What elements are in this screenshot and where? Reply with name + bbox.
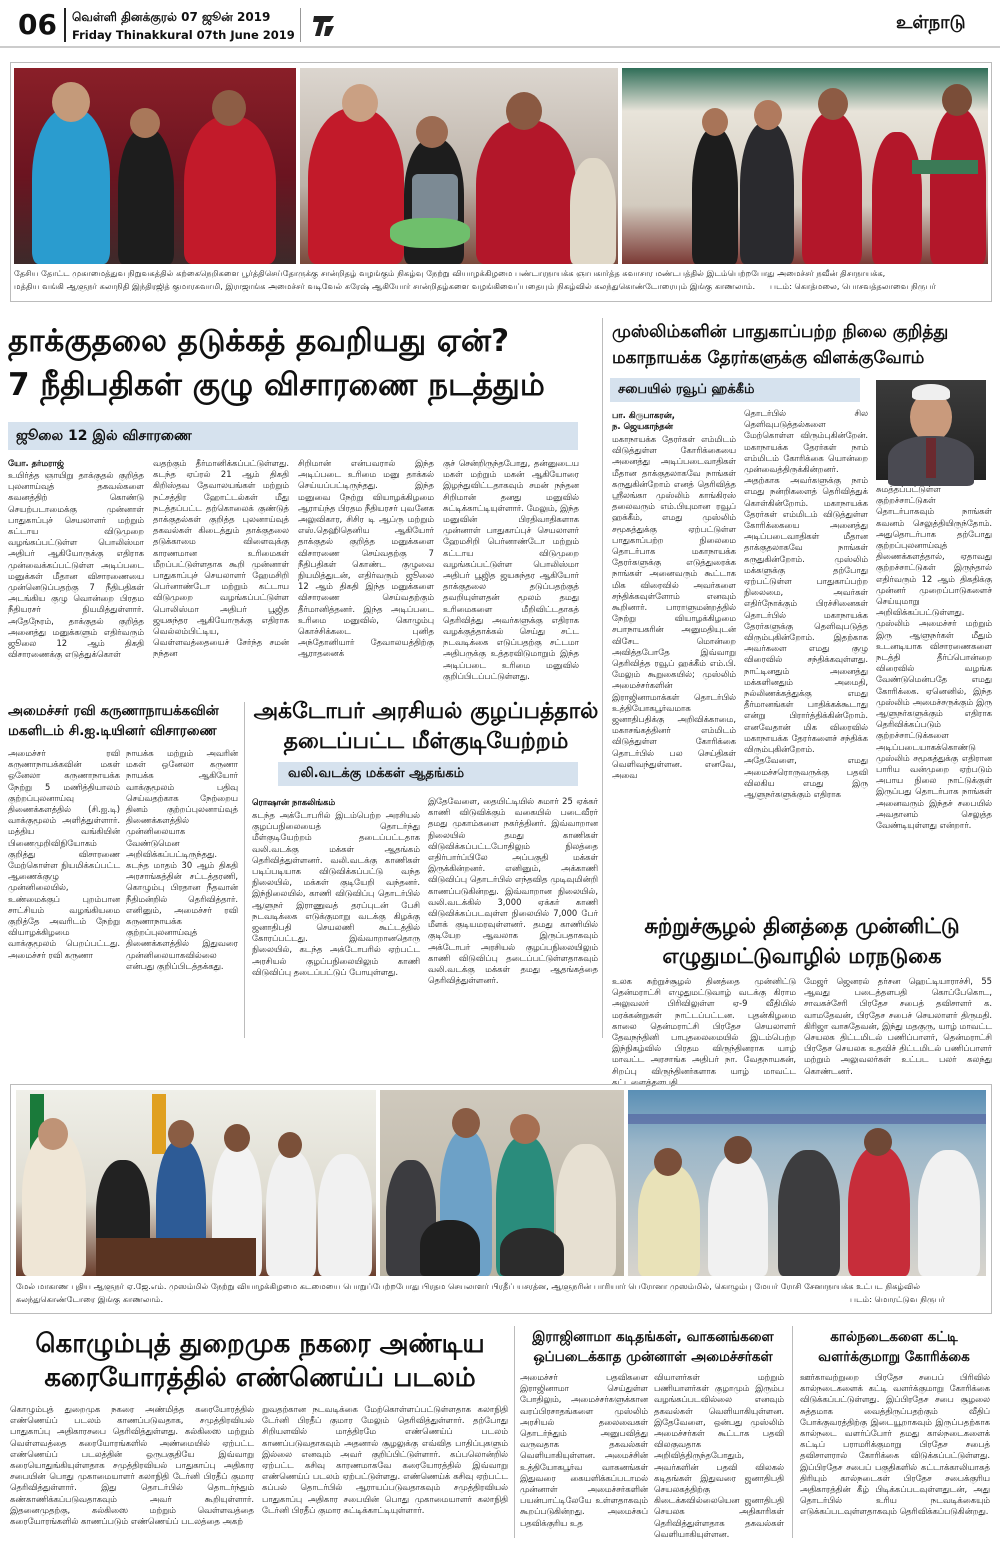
resettlement-subheading: வலி.வடக்கு மக்கள் ஆதங்கம் (288, 766, 465, 781)
masthead-logo (310, 10, 340, 40)
bottom-photo-2 (380, 1090, 624, 1276)
lead-byline: யோ. தர்மராஜ் (8, 458, 64, 468)
lead-headline-line1: தாக்குதலை தடுக்கத் தவறியது ஏன்? (8, 323, 510, 359)
page-header (0, 0, 1000, 50)
bottom-photo-1 (16, 1090, 376, 1276)
ministers-column-2: வியாளர்கள் மற்றும் பணியாளர்கள் குழாமும் இரும்ப வழங்கப்படவில்லை எனவும் தகவல்கள் வெளியாகியுள்ளன. இதேவேளை, ஒன்பது முஸ்லிம் அமைச்சர்கள் கூட்டாக பதவி விலகுவதாக அறிவித்திருந்தபோதும், அவர்களின் பதவி விலகல் கடிதங்கள் இதுவரை ஜனாதிபதி செயலகத்திற்கு கிடைக்கவில்லையென ஜனாதிபதி செயலக அதிகாரிகள் தெரிவித்துள்ளதாக தகவல்கள் வெளியாகியுள்ளன. (654, 1372, 784, 1539)
muslim-byline-1: பா. கிருபாகரன், (612, 410, 675, 420)
muslim-column-2: தொடர்பில் சில தெளிவுபடுத்தல்களை மேற்கொள்ள விரும்புகின்றேன். மகாநாயக்க தேரர்கள் நாம் எம்மிடம் கோரிக்கை யொன்றை முன்வைத்திருக்கின்றனர். அதற்காக அவர்களுக்கு நாம் எமது நன்றிகளைத் தெரிவித்துக் கொள்கின்றோம். மகாநாயக்க தேரர்கள் எம்மிடம் விடுத்துள்ள கோரிக்கையை அனைத்து அடிப்படைவாதிகள் மீதான தாக்குதலாகவே நாங்கள் கருதுகின்றோம். முஸ்லிம் மக்களுக்கு தற்போது ஏற்பட்டுள்ள பாதுகாப்பற்ற நிலைமை, அவர்கள் எதிர்நோக்கும் பிரச்சினைகள் தொடர்பில் மகாநாயக்க தேரர்களுக்கு தெளிவுபடுத்த விரும்புகின்றோம். இதற்காக அவர்களை எமது குழு விரைவில் சந்திக்கவுள்ளது. நாட்டினதும் அனைத்து மக்களினதும் அமைதி, நல்லிணக்கத்துக்கு எமது தீர்மானங்கள் பாதிக்கக்கூடாது என்று பிரார்த்திக்கின்றோம். எனவேதான் மிக விரைவில் மகாநாயக்க தேரர்களைச் சந்திக்க விரும்புகின்றோம். அதேவேளை, எமது அமைச்சரொருவருக்கு பதவி விலகிய எமது இரு ஆளுநர்களுக்கும் எதிராக (744, 408, 868, 799)
environment-headline-line1: சுற்றுச்சூழல் தினத்தை முன்னிட்டு (644, 914, 960, 938)
resettlement-column-1: கடந்த அக்டோபரில் இடம்பெற்ற அரசியல் குழப்பநிலையைத் தொடர்ந்து மீள்குடியேற்றம் தடைப்பட்டதாக வலி.வடக்கு மக்கள் ஆதங்கம் தெரிவித்துள்ளனர். வலி.வடக்கு காணிகள் படிப்படியாக விடுவிக்கப்பட்டு வந்த நிலையில், மக்கள் குடியேறி வந்தனர். இந்நிலையில், காணி விடுவிப்பு தொடர்பில் ஆளுநர் இராணுவத் தரப்புடன் பேசி நடவடிக்கை எடுக்குமாறு வடக்கு கிழக்கு ஜனாதிபதி செயலணி கூட்டத்தில் கோரப்பட்டது. இவ்வாறானதொரு நிலையில், கடந்த அக்டோபரில் ஏற்பட்ட அரசியல் குழப்பநிலையிலும் காணி விடுவிப்பு தடைப்பட்டுப் போயுள்ளது. (252, 810, 420, 977)
muslim-byline-2: ந. ஜெயகாந்தன் (612, 421, 673, 431)
resettlement-headline-line1: அக்டோபர் அரசியல் குழப்பத்தால் (253, 699, 599, 724)
resettlement-headline-line2: தடைப்பட்ட மீள்குடியேற்றம் (283, 729, 569, 754)
oil-column-1: கொழும்புத் துறைமுக நகரை அண்மித்த கரையோரத்தில் எண்ணெய்ப் படலம் காணப்படுவதாக, சமுத்திரவியல் பாதுகாப்பு அதிகாரசபை தெரிவித்துள்ளது. கல்கிஸை மற்றும் வெள்ளவத்தை கரையோரங்களில் அண்மையில் ஏற்பட்ட எண்ணெய்ப் படலத்தின் ஒருபகுதியே இவ்வாறு கரையொதுங்கியுள்ளதாக சமுத்திரவியல் பாதுகாப்பு அதிகார சபையின் பொது முகாமையாளர் கலாநிதி டேர்னி பிரதீப் குமார தெரிவித்துள்ளார். இது தொடர்பில் தொடர்ந்தும் கண்காணிக்கப்படுவதாகவும் அவர் கூறியுள்ளார். இதனைமுதற்கு, கல்கிஸை மற்றும் வெள்ளவத்தை கரையோரங்களில் காணப்படும் எண்ணெய்ப் படலத்தை அகற் (10, 1404, 254, 1527)
resettlement-column-2: இதேவேளை, தையிட்டியில் சுமார் 25 ஏக்கர் காணி விடுவிக்கும் வகையில் படைவீரர் தமது முகாம்களை நகர்த்தினர். இவ்வாறான நிலையில் தமது காணிகள் விடுவிக்கப்பட்டபோதிலும் நிலத்தை எதிர்பார்ப்பிலே அப்பகுதி மக்கள் இருக்கின்றனர். எனினும், அக்காணி விடுவிப்பு தொடர்பில் எந்தவித முடிவுமின்றி காணப்படுகின்றது. இவ்வாறான நிலையில், வலி.வடக்கில் 3,000 ஏக்கர் காணி விடுவிக்கப்படவுள்ள நிலையில் 7,000 பேர் மீளக் குடியமரவுள்ளனர். தமது காணியில் குடியேற ஆவலாக இருப்பதாகவும் அக்டோபர் அரசியல் குழப்பநிலையிலும் காணி விடுவிப்பு தடைப்பட்டுள்ளதாகவும் வலி.வடக்கு மக்கள் தமது ஆதங்கத்தை தெரிவித்துள்ளனர். (428, 796, 598, 986)
ministers-headline-line2: ஒப்படைக்காத முன்னாள் அமைச்சர்கள் (533, 1349, 773, 1365)
cattle-headline-line1: கால்நடைகளை கட்டி (830, 1329, 958, 1345)
top-photo-3 (622, 68, 988, 264)
right-column-divider (602, 318, 603, 1038)
oil-headline-line2: கரையோரத்தில் எண்ணெய்ப் படலம் (44, 1363, 476, 1393)
muslim-column-1: மகாநாயக்க தேரர்கள் எம்மிடம் விடுத்துள்ள கோரிக்கையை அனைத்து அடிப்படைவாதிகள் மீதான தாக்குதலாகவே நாங்கள் கருதுகின்றோம் எனத் தெரிவித்த ஸ்ரீலங்கா முஸ்லிம் காங்கிரஸ் தலைவரும் எம்.பியுமான ரவூப் ஹக்கீம், எமது முஸ்லிம் சமூகத்துக்கு ஏற்பட்டுள்ள பாதுகாப்பற்ற நிலைமை தொடர்பாக மகாநாயக்க தேரர்களுக்கு எடுத்துரைக்க நாங்கள் அனைவரும் கூட்டாக மிக விரைவில் அவர்களை சந்திக்கவுள்ளோம் எனவும் கூறினார். பாராளுமன்றத்தில் நேற்று வியாழக்கிழமை சபாநாயகரின் அனுமதியுடன் விசேட மொன்றை அவித்தபோதே இவ்வாறு தெரிவித்த ரவூப் ஹக்கீம் எம்.பி. மேலும் கூறுகையில்; முஸ்லிம் அமைச்சர்களின் இராஜினாமாக்கள் தொடர்பில் உத்தியோகபூர்வமாக ஜனாதிபதிக்கு அறிவிக்காமை, மகாசங்கத்தினர் எம்மிடம் விடுத்துள்ள கோரிக்கை தொடர்பில் பல செய்திகள் வெளிவந்துள்ளன. எனவே, அவை (612, 434, 736, 781)
header-date-english: Friday Thinakkural 07th June 2019 (72, 28, 295, 42)
lead-subheading: ஜூலை 12 இல் விசாரணை (16, 428, 192, 444)
lead-subheading-bar (8, 422, 578, 450)
page-number: 06 (18, 8, 57, 41)
resettlement-subheading-bar (278, 762, 578, 786)
ministers-divider-left (514, 1326, 515, 1538)
top-photo-1 (14, 68, 296, 264)
oil-column-2: றுவதற்கான நடவடிக்கை மேற்கொள்ளப்பட்டுள்ளதாக கலாநிதி டேர்னி பிரதீப் குமார மேலும் தெரிவித்துள்ளார். தற்போது சிறியளவில் மாத்திரமே எண்ணெய்ப் படலம் காணப்படுவதாகவும் அதனால் சூழலுக்கு எவ்வித பாதிப்புகளும் இல்லை எனவும் அவர் குறிப்பிட்டுள்ளார். கப்பலொன்றில் ஏற்பட்ட கசிவு காரணமாகவே கரையோரத்தில் இவ்வாறு எண்ணெய்ப் படலம் ஏற்பட்டுள்ளது. எண்ணெய்க் கசிவு ஏற்பட்ட கப்பல் தொடர்பில் ஆராயப்படுவதாகவும் சமுத்திரவியல் பாதுகாப்பு அதிகார சபையின் பொது முகாமையாளர் கலாநிதி டேர்னி பிரதீப் குமார சுட்டிக்காட்டியுள்ளார். (262, 1404, 508, 1515)
muslim-subheading-bar (610, 378, 860, 402)
cattle-body: ஊர்காவற்றுறை பிரதேச சபைப் பிரிவில் கால்நடைகளைக் கட்டி வளர்க்குமாறு கோரிக்கை விடுக்கப்பட்டுள்ளது. இப்பிரதேச சபை சூழலை சுத்தமாக வைத்திருப்பதற்கும் வீதிப் போக்குவரத்திற்கு இடையூறாகவும் இருப்பதற்காக கால்நடை வளர்ப்போர் தமது கால்நடைகளைக் கட்டிப் பராமரிக்குமாறு பிரதேச சபைத் தவிசாளரால் கோரிக்கை விடுக்கப்பட்டுள்ளது. இப்பிரதேச சபைப் பகுதிகளில் கட்டாக்காலியாகத் திரியும் கால்நடைகள் பிரதேச சபைக்குரிய அதிகாரத்தின் கீழ் பிடிக்கப்படவுள்ளதுடன், அது தொடர்பில் உரிய நடவடிக்கையும் எடுக்கப்படவுள்ளதாகவும் தெரிவிக்கப்படுகின்றது. (800, 1372, 990, 1517)
ravi-headline-line1: அமைச்சர் ரவி கருணாநாயக்கவின் (8, 703, 219, 719)
lead-column-2: வதற்கும் தீர்மானிக்கப்பட்டுள்ளது. கடந்த ஏப்ரல் 21 ஆம் திகதி கிறிஸ்தவ தேவாலயங்கள் மற்றும் நட்சத்திர ஹோட்டல்கள் மீது நடத்தப்பட்ட தற்கொலைக் குண்டுத் தாக்குதல்கள் குறித்த புலனாய்வுத் தகவல்கள் கிடைத்தும் தாக்குதலை தடுக்காமை விளைவுக்கு காரணமான உரிமைகள் மீறப்பட்டுள்ளதாக கூறி முன்னாள் பாதுகாப்புச் செயலாளர் ஹேமசிறி பெர்னாண்டோ மற்றும் கட்டாய விடுமுறை வழங்கப்பட்டுள்ள பொலிஸ்மா அதிபர் பூஜித ஜயசுந்தர ஆகியோருக்கு எதிராக வெல்லம்பிட்டிய, வெள்ளவத்தையைச் சேர்ந்த சமன் நந்தன (153, 458, 289, 659)
bottom-photo-caption-line2: கலந்துகொண்டோரை இங்கு காணலாம். (16, 1294, 164, 1304)
ministers-headline-line1: இராஜினாமா கடிதங்கள், வாகனங்களை (532, 1329, 774, 1345)
muslim-column-3: சுமத்தப்பட்டுள்ள குற்றச்சாட்டுகள் தொடர்பாகவும் நாங்கள் கவனம் செலுத்தியிருந்தோம். அதுதொடர்பாக தற்போது குற்றப்புலனாய்வுத் திணைக்களத்தால், ஏதாவது குற்றச்சாட்டுகள் இருந்தால் எதிர்வரும் 12 ஆம் திகதிக்கு முன்னர் முறைப்பாடுகளைச் செய்யுமாறு அறிவிக்கப்பட்டுள்ளது. முஸ்லிம் அமைச்சர் மற்றும் இரு ஆளுநர்கள் மீதும் உடனடியாக விசாரணைகளை நடத்தி தீர்ப்பொன்றை விரைவில் வழங்க வேண்டுமென்பதே எமது கோரிக்கை. ஏனெனில், இந்த முஸ்லிம் அமைச்சருக்கும் இரு ஆளுநர்களுக்கும் எதிராக தெரிவிக்கப்படும் குற்றச்சாட்டுக்களை அடிப்படையாகக்கொண்டு முஸ்லிம் சமூகத்துக்கு எதிரான பாரிய வன்முறை ஏற்படும் அபாய நிலை நாட்டுக்குள் இருப்பது தொடர்பாக நாங்கள் அனைவரும் இந்தச் சபையில் அவதானம் செலுத்த வேண்டியுள்ளது என்றார். (876, 484, 992, 831)
bottom-photo-credit: படம்: மொரட்டுவ நிருபர் (850, 1294, 946, 1304)
muslim-headline-line2: மகாநாயக்க தேரர்களுக்கு விளக்குவோம் (612, 348, 925, 368)
header-underline (0, 46, 1000, 48)
top-photo-caption-line2: மத்திய வங்கி ஆளுநர் கலாநிதி இந்திரஜித் குமாரசுவாமி, இராஜாங்க அமைச்சர் வடிவேல் சுரேஷ் ஆகியோர் சான்றிதழ்களை வழங்கிவைப்பதையும் நிகழ்வில் கலந்துகொண்டோரையும் இங்கு காணலாம். (14, 281, 756, 291)
ravi-headline-line2: மகளிடம் சி.ஐ.டியினர் விசாரணை (8, 723, 217, 739)
environment-headline-line2: எழுதுமட்டுவாழில் மரநடுகை (662, 944, 942, 968)
muslim-headline-line1: முஸ்லிம்களின் பாதுகாப்பற்ற நிலை குறித்து (612, 322, 949, 342)
environment-column-1: உலக சுற்றுச்சூழல் தினத்தை முன்னிட்டு தென்மராட்சி எழுதுமட்டுவாழ் வடக்கு கிராம அலுவலர் பிரிவிலுள்ள ஏ-9 வீதியில் மரக்கன்றுகள் நாட்டப்பட்டன. புதன்கிழமை காலை தென்மராட்சி பிரதேச செயலாளர் தேவநந்தினி பாபுதலைமையில் இடம்பெற்ற இந்நிகழ்வில் பிரதம விருந்தினராக யாழ் மாவட்ட அரசாங்க அதிபர் நா. வேதநாயகன், சிறப்பு விருந்தினர்களாக யாழ் மாவட்ட கட்டளைத்தளபதி (612, 976, 796, 1087)
ravi-column-1: அமைச்சர் ரவி கருணாநாயக்கவின் மகள் ஒனேலா கருணாநாயக்க நேற்று 5 மணித்தியாலம் குற்றப்புலனாய்வு திணைக்களத்தில் (சி.ஐ.டி) வாக்குமூலம் அளித்துள்ளார். மத்திய வங்கியின் பிணைமுறிவிநியோகம் குறித்து விசாரணை மேற்கொள்ள நியமிக்கப்பட்ட ஆணைக்குழு முன்னிலையில், உண்மைக்குப் புறம்பான சாட்சியம் வழங்கியமை குறித்தே அவரிடம் நேற்று வியாழக்கிழமை வாக்குமூலம் பெறப்பட்டது. அமைச்சர் ரவி கருணா (8, 748, 120, 960)
header-divider-left (300, 8, 301, 42)
lead-column-3: சிறிமான் என்பவரால் இந்த அடிப்படை உரிமை மனு தாக்கல் செய்யப்பட்டிருந்தது. இந்த மனுவை நேற்று வியாழக்கிழமை ஆராய்ந்த பிரதம நீதியரசர் புவனேக அலுவிகார, சிசிர டி ஆப்ரு மற்றும் எஸ்.தெஹிதெனிய ஆகியோர் தாக்குதல் குறித்த மனுக்களை விசாரணை செய்வதற்கு 7 நீதிபதிகள் கொண்ட குழுவை நியமித்துடன், எதிர்வரும் ஜூலை 12 ஆம் திகதி இந்த மனுக்களை விசாரணை செய்வதற்கும் தீர்மானித்தனர். இந்த அடிப்படை உரிமை மனுவில், கொழும்பு கொச்சிக்கடை புனித அந்தோனியார் தேவாலயத்திற்கு ஆராதனைக் (298, 458, 434, 659)
ravi-divider (244, 702, 245, 1038)
ministers-column-1: அமைச்சர் பதவிகளை இராஜினாமா செய்துள்ள போதிலும், அமைச்சர்களுக்கான வரப்பிரசாதங்களை முஸ்லிம் அரசியல் தலைவைகள் தொடர்ந்தும் அனுபவித்து வருவதாக தகவல்கள் வெளியாகியுள்ளன. அமைச்சின் உத்தியோகபூர்வ வாகனங்கள் இதுவரை கையளிக்கப்படாமல் முன்னாள் அமைச்சர்களின் பயன்பாட்டிலேயே உள்ளதாகவும் கூறப்படுகின்றது. அமைச்சுப் பதவிக்குரிய உத (520, 1372, 648, 1528)
lead-column-1: உயிர்த்த ஞாயிறு தாக்குதல் குறித்த புலனாய்வுத் தகவல்களை கவனத்திற் கொண்டு செயற்படாமைக்கு முன்னாள் பாதுகாப்புச் செயலாளர் மற்றும் கட்டாய விடுமுறை வழங்கப்பட்டுள்ள பொலிஸ்மா அதிபர் ஆகியோருக்கு எதிராக முன்வைக்கப்பட்டுள்ள அடிப்படை மனுக்கள் மீதான விசாரணையை முன்னெடுப்பதற்கு 7 நீதிபதிகள் அடங்கிய குழு வொன்றை பிரதம நீதியரசர் நியமித்துள்ளார். அதேநேரம், தாக்குதல் குறித்த அனைத்து மனுக்களும் எதிர்வரும் ஜூலை 12 ஆம் திகதி விசாரணைக்கு எடுத்துக்கொள் (8, 470, 144, 660)
bottom-photo-3 (628, 1090, 986, 1276)
top-photo-2 (300, 68, 618, 264)
bottom-photo-caption-line1: மேல் மாகாண புதிய ஆளுநர் ஏ.ஜே.எம். முஸம்மில் நேற்று வியாழக்கிழமை கடமையை பொறுப்பேற்றபோது பிரதம செயலாளர் பிரதீப் யசரத்ன, ஆளுநரின் பாரியார் பெரோனா முஸம்மில், கொழும்பு மேயர் ரோசி சேனாநாயக்க உட்பட நிகழ்வில் (16, 1281, 921, 1291)
oil-headline-line1: கொழும்புத் துறைமுக நகரை அண்டிய (35, 1329, 485, 1359)
muslim-subheading: சபையில் ரவூப் ஹக்கீம் (618, 382, 755, 397)
section-title: உள்நாடு (896, 12, 966, 33)
top-photo-credit: படம்: கொத்மலை, பொசவத்தலாவை நிருபர் (770, 281, 936, 291)
lead-column-4: குச் சென்றிருந்தபோது, தன்னுடைய மகள் மற்றும் மகன் ஆகியோரை இழந்துவிட்டதாகவும் சமன் நந்தன சிறிமான் தனது மனுவில் சுட்டிக்காட்டியுள்ளார். மேலும், இந்த மனுவின் பிரதிவாதிகளாக முன்னாள் பாதுகாப்புச் செயலாளர் ஹேமசிறி பெர்னாண்டோ மற்றும் கட்டாய விடுமுறை வழங்கப்பட்டுள்ள பொலிஸ்மா அதிபர் பூஜித ஜயசுந்தர ஆகியோர் தாக்குதலை தடுப்பதற்குத் தவறியுள்ளதன் மூலம் தமது உரிமைகளை மீறிவிட்டதாகத் தெரிவித்து அவர்களுக்கு எதிராக வழக்குத்தாக்கல் செய்து சட்ட நடவடிக்கை எடுப்பதற்கு சட்டமா அதிபருக்கு உத்தரவிடுமாறும் இந்த அடிப்படை உரிமை மனுவில் குறிப்பிடப்பட்டுள்ளது. (443, 458, 579, 681)
lead-headline-line2: 7 நீதிபதிகள் குழு விசாரணை நடத்தும் (8, 367, 545, 403)
header-date-tamil: வெள்ளி தினக்குரல் 07 ஜூன் 2019 (72, 10, 271, 24)
ravi-column-2: நாயக்க மற்றும் அவரின் மகள் ஒனேலா கருணா நாயக்க ஆகியோர் வாக்குமூலம் பதிவு செய்வதற்காக நேற்றைய தினம் குற்றப்புலனாய்வுத் திணைக்களத்தில் முன்னிலையாக வேண்டுமென அறிவிக்கப்பட்டிருந்தது. கடந்த மாதம் 30 ஆம் திகதி அரசாங்கத்தின் சட்டத்தரணி, கொழும்பு பிரதான நீதவான் நீதிமன்றில் தெரிவித்தார். எனினும், அமைச்சர் ரவி கருணாநாயக்க குற்றப்புலனாய்வுத் திணைக்களத்தில் இதுவரை முன்னிலையாகவில்லை என்பது குறிப்பிடத்தக்கது. (126, 748, 238, 971)
cattle-headline-line2: வளர்க்குமாறு கோரிக்கை (818, 1349, 970, 1365)
resettlement-byline: ரொஷான் நாகலிங்கம் (252, 797, 336, 807)
environment-column-2: மேஜர் ஜெனரல் தர்சன ஹெட்டியாராச்சி, 55 ஆவது படைத்தளபதி கொப்பேகொட, சாவகச்சேரி பிரதேச சபைத் தவிசாளர் க. வாமதேவன், பிரதேச சபைச் செயலாளர் திருமதி. கிரிஜா வாசுதேவன், இந்து மதகுரு, யாழ் மாவட்ட செயலக திட்டமிடல் பணிப்பாளர், தென்மராட்சி பிரதேச செயலக உதவிச் திட்டமிடல் பணிப்பாளர் மற்றும் அலுவலர்கள் உட்பட பலர் கலந்து கொண்டனர். (804, 976, 992, 1076)
cattle-divider-left (792, 1326, 793, 1538)
top-photo-caption-line1: தேசிய தோட்ட முகாமைத்துவ நிறுவகத்தில் கற்கைநெறிகளை பூர்த்திசெய்தோருக்கு சான்றிதழ் வழங்கும் நிகழ்வு நேற்று வியாழக்கிழமை பண்டாரநாயக்க ஞாபகார்த்த சுவாசார மண்டபத்தில் இடம்பெற்றபோது அமைச்சர் நவீன் திசாநாயக்க, (14, 268, 886, 278)
hakeem-portrait (876, 380, 986, 480)
